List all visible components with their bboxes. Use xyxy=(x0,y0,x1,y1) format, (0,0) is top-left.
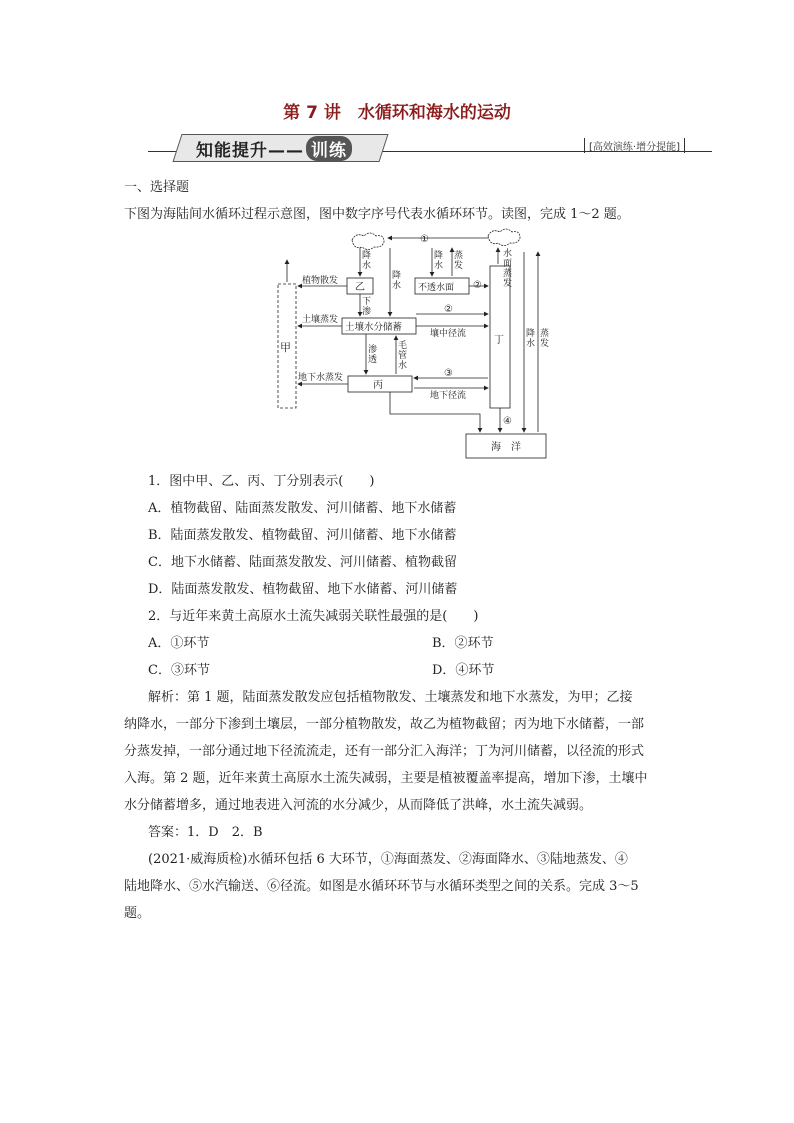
next-intro-line: 陆地降水、⑤水汽输送、⑥径流。如图是水循环环节与水循环类型之间的关系。完成 3～5 xyxy=(124,879,639,894)
answer-line: 答案：1．D 2．B xyxy=(148,825,263,840)
cycle-number: ① xyxy=(420,234,429,245)
infiltration-label: 渗 xyxy=(368,345,378,355)
cycle-number: ③ xyxy=(444,368,453,379)
question-1-option: B．陆面蒸发散发、植物截留、河川储蓄、地下水储蓄 xyxy=(148,528,457,543)
question-1-option: D．陆面蒸发散发、植物截留、地下水储蓄、河川储蓄 xyxy=(148,582,458,597)
banner-title xyxy=(196,136,352,161)
soil-evap-label: 土壤蒸发 xyxy=(302,315,339,325)
water-cycle-diagram xyxy=(270,226,560,466)
water-surface-evap-label: 面 xyxy=(503,259,513,269)
jia-label: 甲 xyxy=(280,341,291,354)
analysis-line: 分蒸发掉，一部分通过地下径流流走，还有一部分汇入海洋；丁为河川储蓄，以径流的形式 xyxy=(124,744,645,759)
plant-transpiration-label: 植物散发 xyxy=(302,276,339,286)
seepage-label: 下 xyxy=(362,297,372,307)
impermeable-label: 不透水面 xyxy=(418,283,455,293)
banner-tagline: [高效演练·增分提能] xyxy=(584,138,685,153)
precip-label: 水 xyxy=(362,261,372,271)
analysis-line: 解析：第 1 题，陆面蒸发散发应包括植物散发、土壤蒸发和地下水蒸发，为甲；乙接 xyxy=(148,690,633,705)
ding-label: 丁 xyxy=(494,335,504,346)
question-2-option: D．④环节 xyxy=(432,663,495,678)
cloud-icon xyxy=(488,229,520,246)
ground-runoff-label: 地下径流 xyxy=(430,391,467,401)
bing-label: 丙 xyxy=(373,380,383,391)
analysis-line: 纳降水，一部分下渗到土壤层，一部分植物散发，故乙为植物截留；丙为地下水储蓄，一部 xyxy=(124,717,645,732)
next-intro-line: 题。 xyxy=(124,906,151,921)
banner-main-text: 知能提升—— xyxy=(196,141,304,161)
precip-label: 水 xyxy=(434,261,444,271)
ocean-precip-label: 水 xyxy=(526,339,536,349)
question-1-option: A．植物截留、陆面蒸发散发、河川储蓄、地下水储蓄 xyxy=(148,501,457,516)
cycle-number: ④ xyxy=(503,416,512,427)
question-2-option: B．②环节 xyxy=(432,636,494,651)
soil-storage-label: 土壤水分储蓄 xyxy=(345,322,403,333)
evap-label: 蒸 xyxy=(454,251,464,261)
capillary-label: 毛 xyxy=(398,341,408,351)
water-surface-evap-label: 发 xyxy=(503,279,513,289)
ocean-evap-label: 发 xyxy=(540,339,550,349)
precip-label: 降 xyxy=(362,251,372,261)
capillary-label: 水 xyxy=(398,361,408,371)
cycle-number: ② xyxy=(444,304,453,315)
analysis-line: 水分储蓄增多，通过地表进入河流的水分减少，从而降低了洪峰，水土流失减弱。 xyxy=(124,798,593,813)
interflow-label: 壤中径流 xyxy=(430,329,467,339)
water-surface-evap-label: 水 xyxy=(503,249,513,259)
ocean-precip-label: 降 xyxy=(526,329,536,339)
evap-label: 发 xyxy=(454,261,464,271)
page-title: 第 7 讲 水循环和海水的运动 xyxy=(283,103,511,123)
precip-label: 降 xyxy=(392,271,402,281)
yi-label: 乙 xyxy=(355,282,365,293)
cloud-icon xyxy=(352,233,384,250)
cycle-number: ② xyxy=(473,280,482,291)
question-2-option: C．③环节 xyxy=(148,663,210,678)
ocean-evap-label: 蒸 xyxy=(540,329,550,339)
infiltration-label: 透 xyxy=(368,355,378,365)
question-2-stem: 2．与近年来黄土高原水土流失减弱关联性最强的是( ) xyxy=(148,609,479,624)
next-intro-line: (2021·威海质检)水循环包括 6 大环节，①海面蒸发、②海面降水、③陆地蒸发、④ xyxy=(148,852,628,867)
capillary-label: 管 xyxy=(398,351,408,361)
precip-label: 水 xyxy=(392,281,402,291)
question-1-stem: 1．图中甲、乙、丙、丁分别表示( ) xyxy=(148,474,375,489)
question-1-option: C．地下水储蓄、陆面蒸发散发、河川储蓄、植物截留 xyxy=(148,555,457,570)
section-intro: 下图为海陆间水循环过程示意图，图中数字序号代表水循环环节。读图，完成 1～2 题。 xyxy=(124,207,630,222)
seepage-label: 渗 xyxy=(362,307,372,317)
analysis-line: 入海。第 2 题，近年来黄土高原水土流失减弱，主要是植被覆盖率提高，增加下渗，土壤中 xyxy=(124,771,648,786)
section-heading: 一、选择题 xyxy=(124,180,190,195)
ocean-label: 海 洋 xyxy=(491,442,521,453)
ground-evap-label: 地下水蒸发 xyxy=(298,373,344,383)
water-surface-evap-label: 蒸 xyxy=(503,269,513,279)
precip-label: 降 xyxy=(434,251,444,261)
banner-badge: 训练 xyxy=(306,136,352,161)
question-2-option: A．①环节 xyxy=(148,636,210,651)
